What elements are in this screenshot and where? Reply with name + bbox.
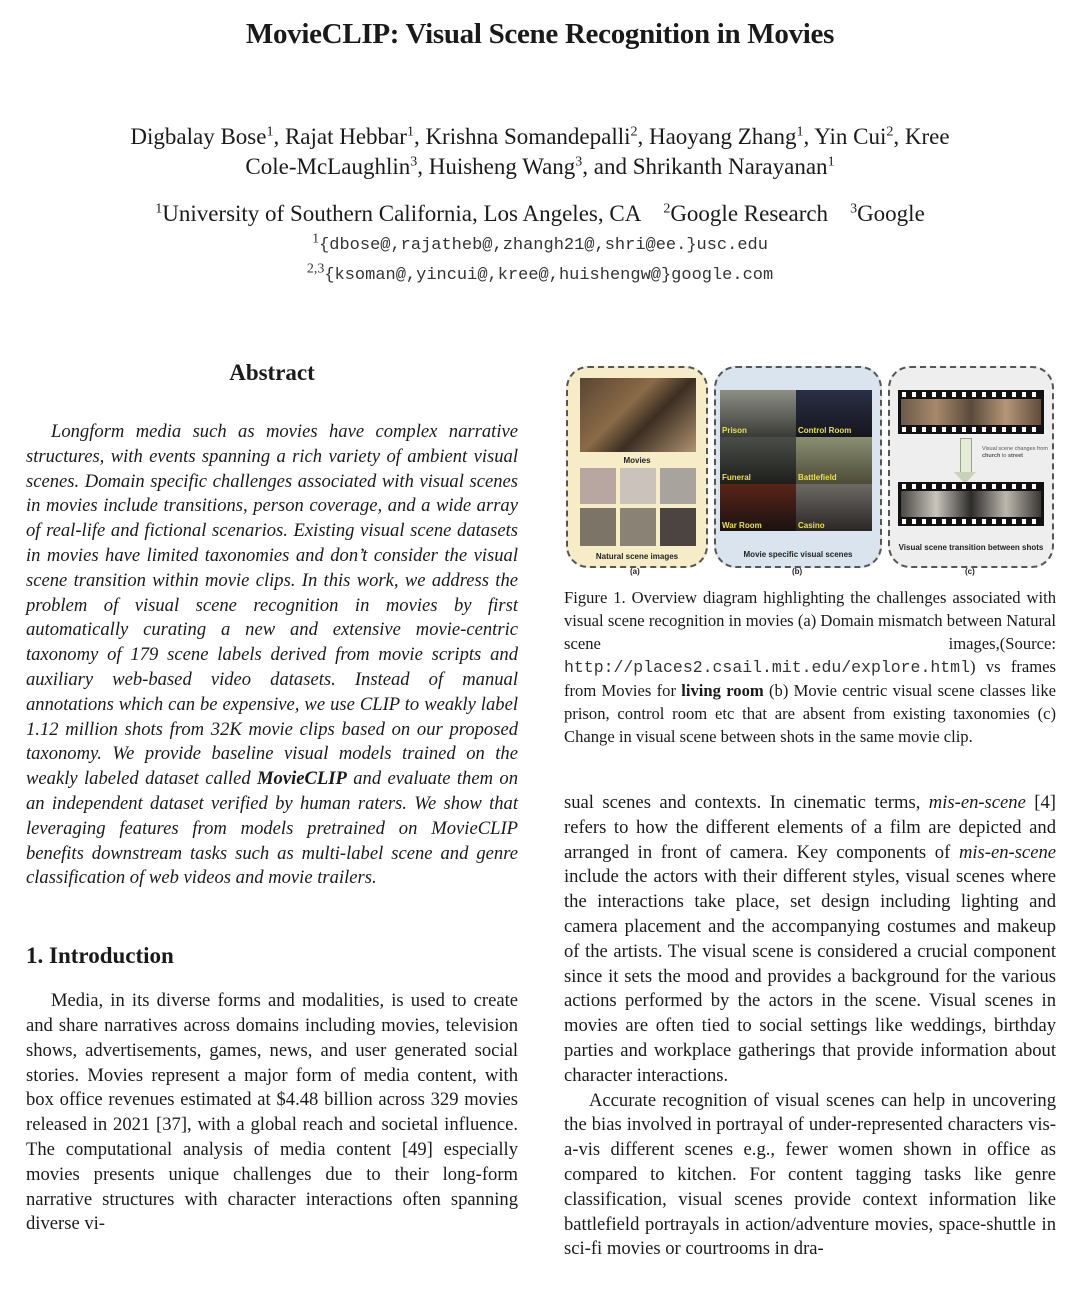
right-column [564,791,1056,1262]
scene-label-battlefield: Battlefield [798,473,837,482]
panel-c-sublabel: (c) [965,567,975,576]
introduction-paragraph: Media, in its diverse forms and modalities, is used to create and share narratives across domains including movies, television shows, advertisements, games, news, and user generated social stories. Movies represent a major form of media content, with box office revenues estimated at $4.48 billion across 329 movies released in 2021 [37], with a global reach and societal influence. The computational analysis of media content [49] especially movies presents unique challenges due to their long-form narrative structures with character interactions often spanning diverse vi- [26,990,518,1235]
abstract-text-part: and evaluate them on an independent dataset verified by human raters. We show that leveraging features from models pretrained on MovieCLIP benefits downstream tasks such as multi-label scene and genre classification of web videos and movie trailers. [26,768,518,889]
author-affiliation-mark: 3 [410,154,418,170]
natural-scene-images-label: Natural scene images [595,552,679,561]
affiliation-name: Google Research [670,201,829,226]
author-name: Krishna Somandepalli [425,124,631,149]
note-from-scene: church [982,453,1001,459]
author-name: Digbalay Bose [130,124,267,149]
introduction-paragraph-2: Accurate recognition of visual scenes can help in uncovering the bias involved in portrayal of under-represented characters vis-a-vis different scenes e.g., fewer women shown in office as compared to kitchen. For content tagging tasks like genre classification, visual scenes provide context information like battlefield portrayals in action/adventure movies, space-shuttle in sci-fi movies or courtrooms in dra- [564,1089,1056,1260]
separator: , [803,124,815,149]
figure-panel-b [714,366,882,568]
author-affiliation-mark: 2 [886,124,894,140]
natural-scene-image [660,508,696,546]
natural-scene-image [580,508,616,546]
scene-label-war-room: War Room [722,521,762,530]
author-affiliation-mark: 1 [406,124,414,140]
note-text: Visual scene changes from [982,446,1048,452]
caption-bold-term: living room [681,681,764,700]
affiliation-number: 3 [850,201,858,217]
natural-scene-image [620,468,656,504]
caption-text: Figure 1. Overview diagram highlighting the challenges associated with visual scene recognition in movies (a) Domain mismatch between Natural scene images,(Source: [564,588,1056,653]
email-addresses: {ksoman@,yincui@,kree@,huishengw@}google.com [324,266,774,285]
author-affiliation-mark: 1 [266,124,274,140]
transition-arrow-icon [960,438,972,474]
caption-text: (b) Movie centric visual scene classes like prison, control room etc that are absent from existing taxonomies (c) Change in visual scene between shots in the same movie clip. [564,681,1056,746]
separator: , [273,124,285,149]
author-line-2 [60,152,1020,182]
email-affiliation-mark: 2,3 [306,261,325,277]
italic-term: mis-en-scene [928,792,1026,813]
separator: , [637,124,649,149]
scene-label-control-room: Control Room [798,426,852,435]
movie-frames-image [580,378,696,452]
panel-a-sublabel: (a) [630,567,640,576]
author-list [60,122,1020,182]
italic-term: mis-en-scene [958,841,1056,863]
author-name: Haoyang Zhang [648,124,797,149]
figure-1 [564,364,1056,582]
affiliation-number: 1 [155,201,163,217]
author-name: Huisheng Wang [428,154,576,179]
body-text: [4] refers to how the different elements of a film are depicted and arranged in front of camera. Key components of [564,792,1056,863]
natural-scene-image [580,468,616,504]
author-affiliation-mark: 3 [575,154,583,170]
scene-transition-label: Visual scene transition between shots [898,543,1044,552]
left-column [26,360,518,1237]
note-text: to [1000,453,1008,459]
body-text: sual scenes and contexts. In cinematic terms, [564,792,929,813]
author-affiliation-mark: 2 [630,124,638,140]
author-name: Yin Cui [814,124,887,149]
author-name: Cole-McLaughlin [245,154,411,179]
abstract-heading: Abstract [229,360,315,385]
separator: , [417,154,429,179]
dataset-name: MovieCLIP [257,768,347,790]
email-affiliation-mark: 1 [312,231,320,247]
separator: , [893,124,905,149]
body-text: include the actors with their different styles, visual scenes where the interactions take place, set design including lighting and camera placement and the accompanying costumes and makeup of the artists. The visual scene is considered a crucial component since it sets the mood and provides a background for the various actions performed by the actors in the scene. Visual scenes in movies are often tied to social settings like weddings, birthday parties and workplace gatherings that provide information about character interactions. [564,866,1056,1086]
movies-label: Movies [623,456,651,465]
separator: , and [582,154,633,179]
source-url-link[interactable]: http://places2.csail.mit.edu/explore.html [564,658,970,677]
email-line-1 [0,231,1080,255]
author-name: Shrikanth Narayanan [632,154,828,179]
scene-label-casino: Casino [798,521,825,530]
author-name: Rajat Hebbar [284,124,407,149]
affiliations [0,201,1080,227]
paper-title: MovieCLIP: Visual Scene Recognition in Movies [245,18,835,50]
abstract-text-part: Longform media such as movies have complex narrative structures, with events spanning a rich variety of ambient visual scenes. Domain specific challenges associated with visual scenes in movies include transitions, person coverage, and a wide array of real-life and fictional scenarios. Existing visual scene datasets in movies have limited taxonomies and don’t consider the visual scene transition within movie clips. In this work, we address the problem of visual scene recognition in movies by first automatically curating a new and extensive movie-centric taxonomy of 179 scene labels derived from movie scripts and auxiliary web-based video datasets. Instead of manual annotations which can be expensive, we use CLIP to weakly label 1.12 million shots from 32K movie clips based on our proposed taxonomy. We provide baseline visual models trained on the weakly labeled dataset called [26,421,518,790]
panel-b-sublabel: (b) [792,567,803,576]
film-strip-street [898,482,1044,526]
transition-note [982,446,1048,460]
movie-specific-scenes-label: Movie specific visual scenes [743,550,853,559]
author-affiliation-mark: 1 [827,154,835,170]
scene-label-prison: Prison [722,426,747,435]
author-affiliation-mark: 1 [796,124,804,140]
introduction-heading: 1. Introduction [26,943,174,969]
caption-text: ) vs frames from Movies for [564,657,1056,700]
introduction-paragraph-continued [564,791,1056,1089]
note-to-scene: street [1008,453,1023,459]
film-strip-church [898,390,1044,434]
figure-panel-a [566,366,708,568]
affiliation-number: 2 [663,201,671,217]
email-line-2 [0,261,1080,285]
figure-panel-c [888,366,1054,568]
author-line-1 [60,122,1020,152]
natural-scene-image [620,508,656,546]
author-name: Kree [904,124,950,149]
affiliation-name: University of Southern California, Los Angeles, CA [162,201,642,226]
natural-scene-image [660,468,696,504]
scene-label-funeral: Funeral [722,473,751,482]
affiliation-name: Google [857,201,925,226]
figure-1-caption [564,586,1056,748]
separator: , [413,124,426,149]
abstract-text [26,420,518,891]
email-addresses: {dbose@,rajatheb@,zhangh21@,shri@ee.}usc.edu [319,236,768,255]
